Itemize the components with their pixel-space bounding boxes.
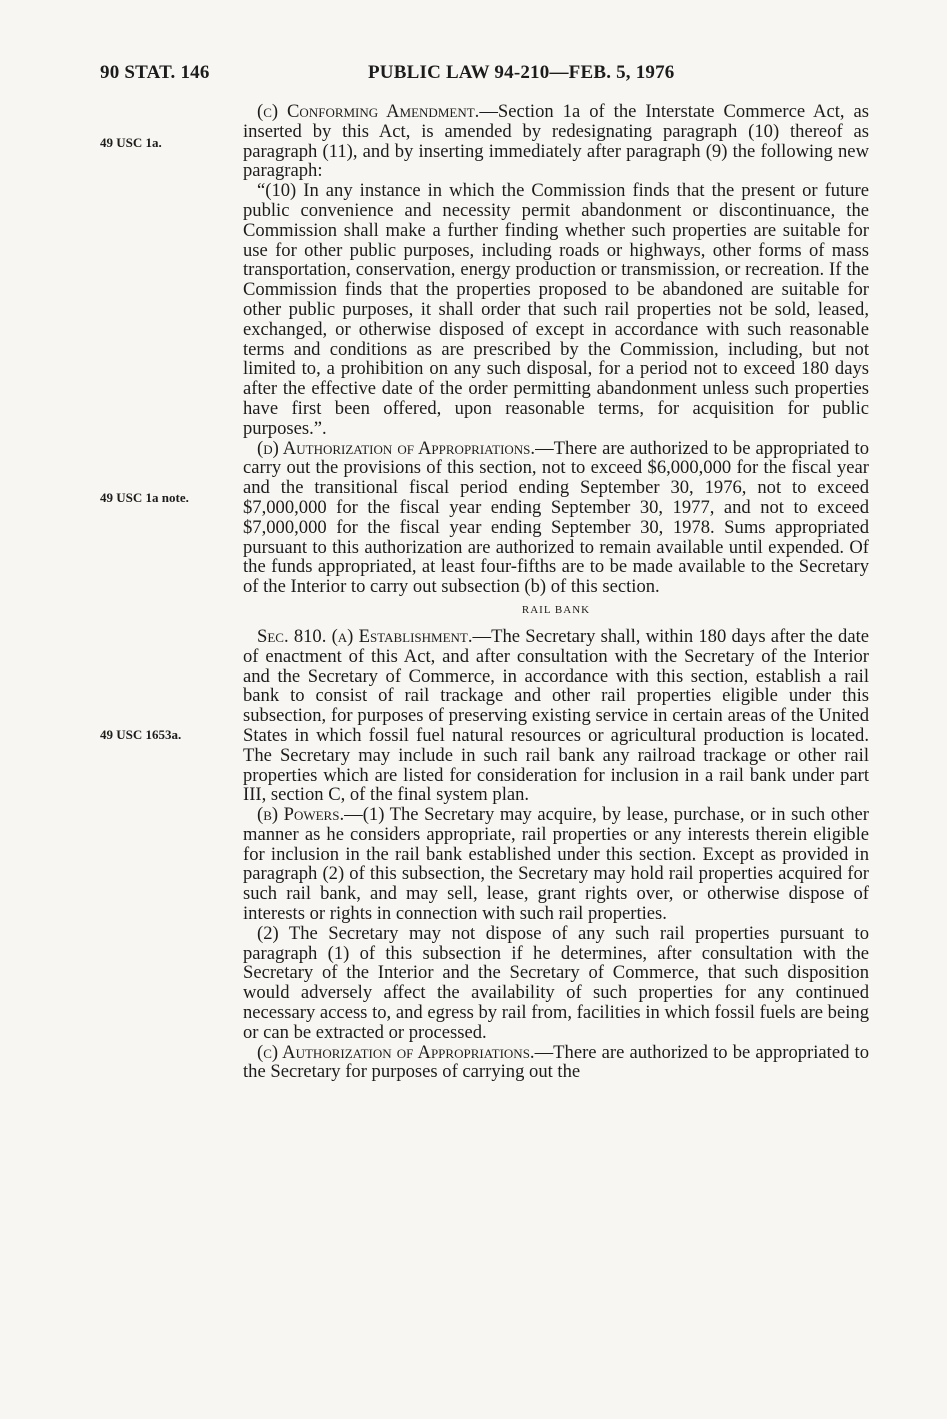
- margin-note-usc-1a: 49 USC 1a.: [100, 135, 162, 150]
- text-sec-810-establishment: —The Secretary shall, within 180 days after the date of enactment of this Act, and after consultation with the Secretary of the Interior and the Secretary of Commerce, in accordance with this section, establish a rail bank to consist of rail trackage and other rail properties eligible under this subsection, for purposes of preserving existing service in certain areas of the United States in which fossil fuel natural resources or agricultural production is located. The Secretary may include in such rail bank any railroad trackage or other rail properties which are listed for consideration for inclusion in a rail bank under part III, section C, of the final system plan.: [243, 625, 869, 806]
- paragraph-powers: [243, 805, 869, 924]
- margin-note-usc-1653a: 49 USC 1653a.: [100, 727, 182, 742]
- stat-page-number: 90 STAT. 146: [100, 62, 210, 83]
- paragraph-sec-810-establishment: [243, 627, 869, 805]
- body-text: [243, 102, 869, 1082]
- text-authorization-c: —There are authorized to be appropriated to the Secretary for purposes of carrying out the: [243, 1041, 869, 1083]
- heading-powers: (b) Powers.: [257, 804, 345, 826]
- paragraph-new-paragraph-10: “(10) In any instance in which the Commission finds that the present or future public convenience and necessity permit abandonment or discontinuance, the Commission shall make a further finding whether such properties are suitable for use for other public purposes, including roads or highways, other forms of mass transportation, conservation, energy production or transmission, or recreation. If the Commission finds that the properties proposed to be abandoned are suitable for other public purposes, it shall order that such rail properties not be sold, leased, exchanged, or otherwise disposed of except in accordance with such reasonable terms and conditions as are prescribed by the Commission, including, but not limited to, a prohibition on any such disposal, for a period not to exceed 180 days after the effective date of the order permitting abandonment unless such properties have first been offered, upon reasonable terms, for acquisition for public purposes.”.: [243, 180, 869, 439]
- text-conforming-amendment: —Section 1a of the Interstate Commerce Act, as inserted by this Act, is amended by redesignating paragraph (10) thereof as paragraph (11), and by inserting immediately after paragraph (9) the following new paragraph:: [243, 101, 869, 182]
- heading-sec-810-establishment: Sec. 810. (a) Establishment.: [257, 625, 473, 647]
- heading-conforming-amendment: (c) Conforming Amendment.: [257, 101, 480, 122]
- running-header: PUBLIC LAW 94-210—FEB. 5, 1976: [368, 62, 675, 83]
- margin-note-usc-1a-note: 49 USC 1a note.: [100, 490, 189, 505]
- heading-authorization-d: (d) Authorization of Appropriations.: [257, 437, 536, 459]
- text-authorization-d: —There are authorized to be appropriated to carry out the provisions of this section, not to exceed $6,000,000 for the fiscal year and the transitional fiscal period ending September 30, 1976, not to exceed $7,000,000 for the fiscal year ending September 30, 1977, and not to exceed $7,000,000 for the fiscal year ending September 30, 1978. Sums appropriated pursuant to this authorization are authorized to remain available until expended. Of the funds appropriated, at least four-fifths are to be made available to the Secretary of the Interior to carry out subsection (b) of this section.: [243, 437, 869, 598]
- paragraph-conforming-amendment: [243, 102, 869, 181]
- section-title-rail-bank: RAIL BANK: [521, 603, 591, 616]
- paragraph-authorization-d: [243, 439, 869, 597]
- paragraph-authorization-c: [243, 1043, 869, 1083]
- paragraph-powers-2: (2) The Secretary may not dispose of any such rail properties pursuant to paragraph (1) of this subsection if he determines, after consultation with the Secretary of the Interior and the Secretary of Commerce, that such disposition would adversely affect the availability of such properties for any continued necessary access to, and egress by rail from, facilities in which fossil fuels are being or can be extracted or processed.: [243, 922, 869, 1043]
- heading-authorization-c: (c) Authorization of Appropriations.: [257, 1041, 535, 1063]
- text-powers: —(1) The Secretary may acquire, by lease, purchase, or in such other manner as he considers appropriate, rail properties or any interests therein eligible for inclusion in the rail bank established under this section. Except as provided in paragraph (2) of this subsection, the Secretary may hold rail properties acquired for such rail bank, and may sell, lease, grant rights over, or otherwise dispose of interests or rights in connection with such rail properties.: [243, 804, 869, 925]
